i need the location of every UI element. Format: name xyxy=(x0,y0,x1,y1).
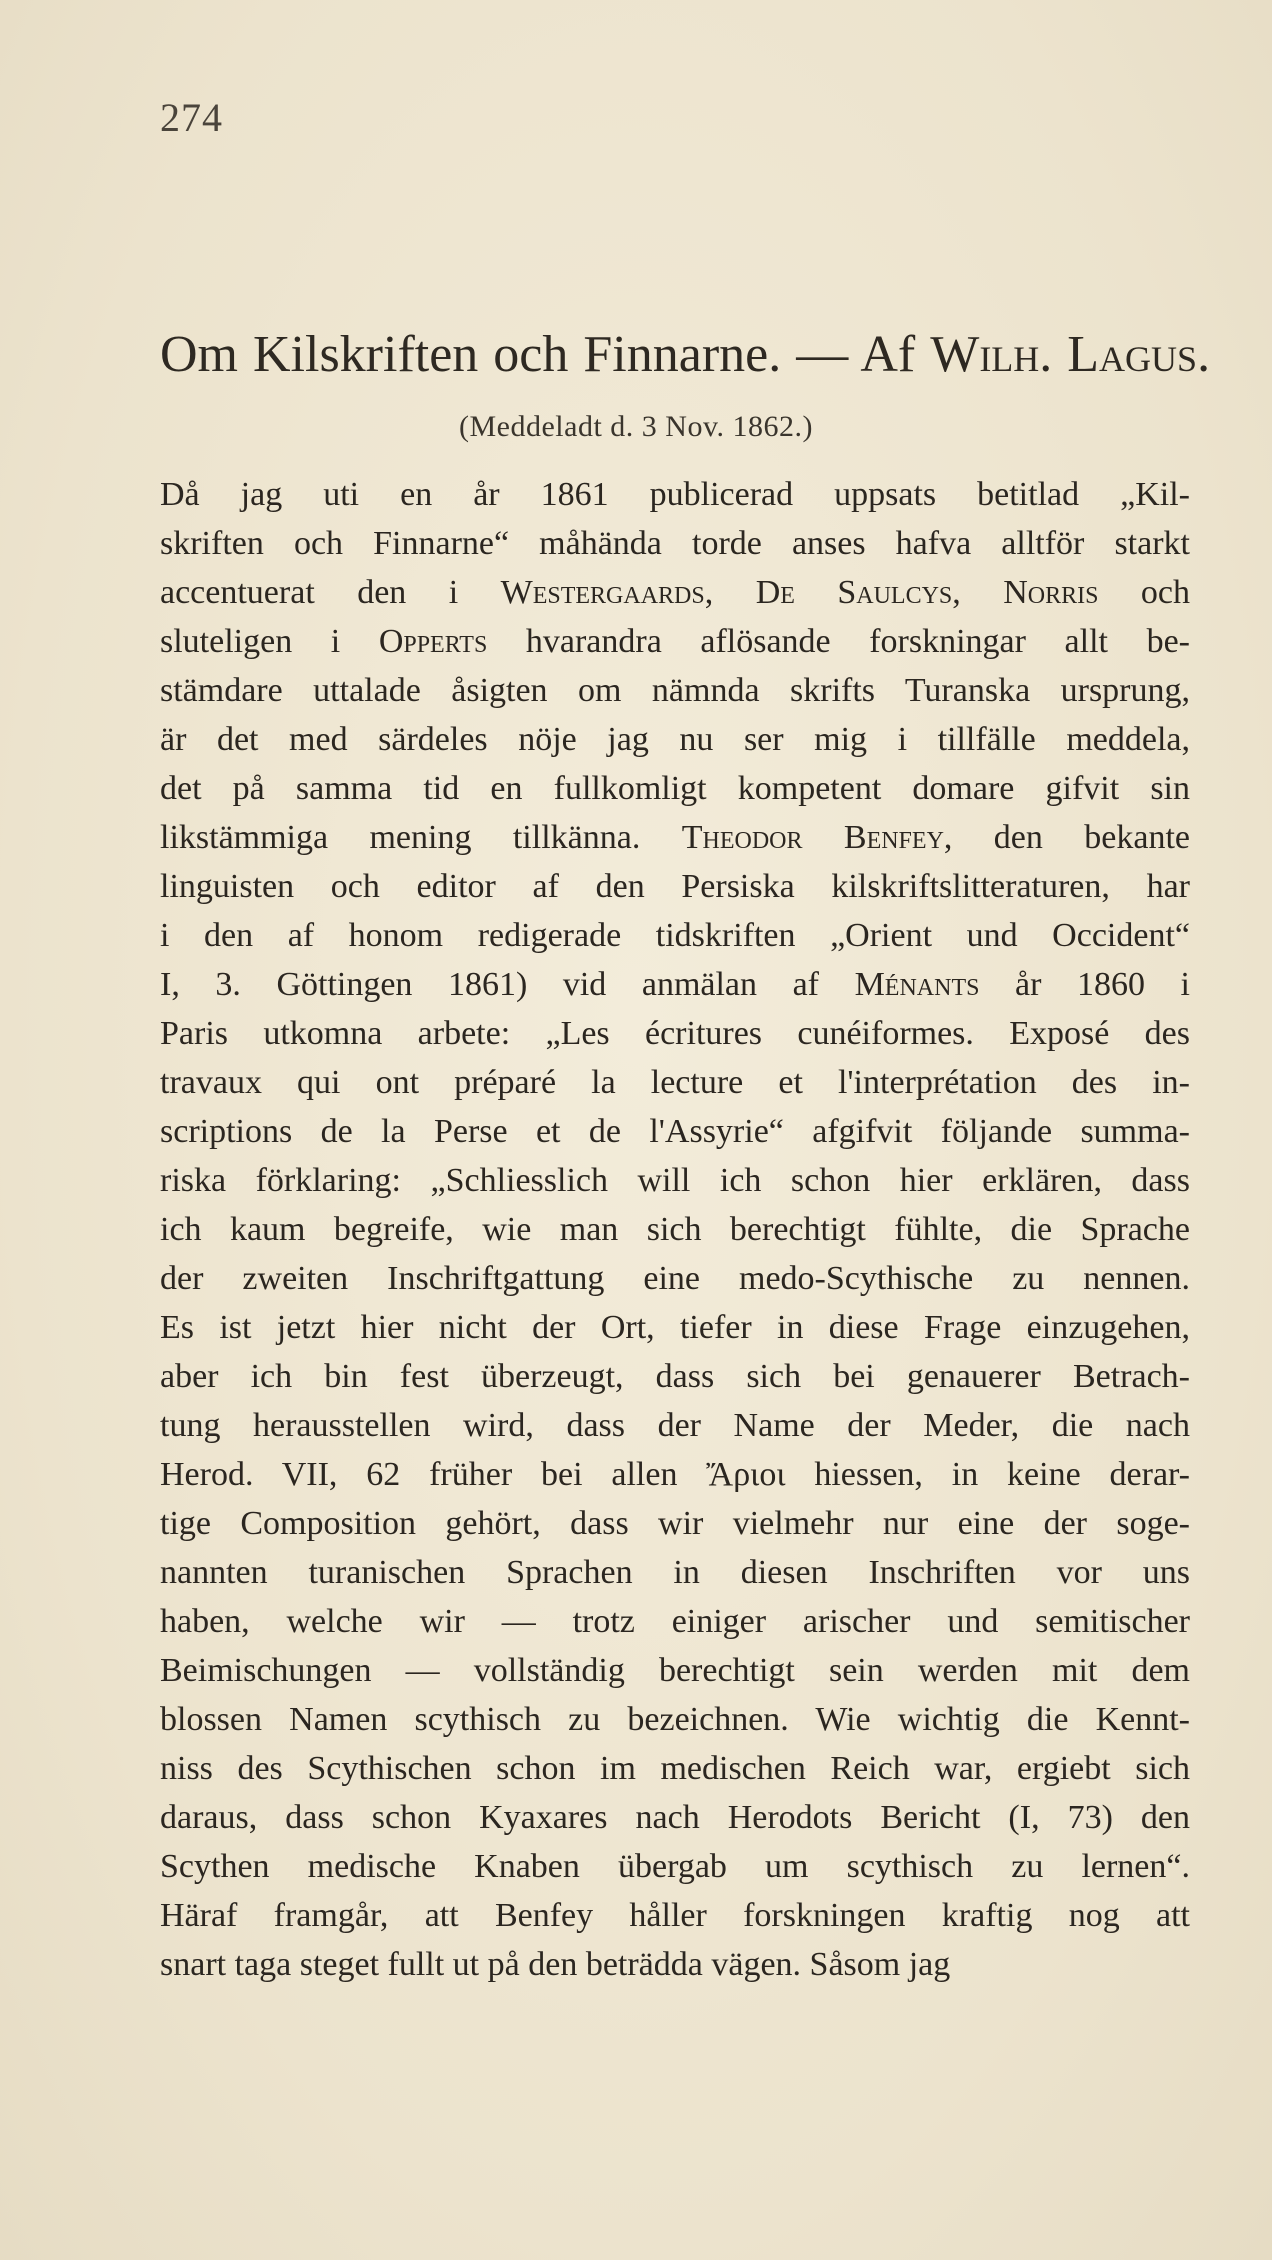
small-caps-name: Ménants xyxy=(854,966,980,1003)
body-line: Paris utkomna arbete: „Les écritures cunéiformes. Exposé des xyxy=(160,1015,1190,1052)
body-line: niss des Scythischen schon im medischen Reich war, ergiebt sich xyxy=(160,1750,1190,1787)
small-caps-name: De Saulcys xyxy=(755,574,953,611)
body-line: Häraf framgår, att Benfey håller forskningen kraftig nog att xyxy=(160,1897,1190,1934)
body-line: stämdare uttalade åsigten om nämnda skrifts Turanska ursprung, xyxy=(160,672,1190,709)
body-line: tige Composition gehört, dass wir vielmehr nur eine der soge- xyxy=(160,1505,1190,1542)
body-line: aber ich bin fest überzeugt, dass sich bei genauerer Betrach- xyxy=(160,1358,1190,1395)
small-caps-name: Theodor Benfey xyxy=(681,819,944,856)
body-line: Es ist jetzt hier nicht der Ort, tiefer in diese Frage einzugehen, xyxy=(160,1309,1190,1346)
body-line: sluteligen i Opperts hvarandra aflösande forskningar allt be- xyxy=(160,623,1190,660)
body-line: Beimischungen — vollständig berechtigt sein werden mit dem xyxy=(160,1652,1190,1689)
body-line: likstämmiga mening tillkänna. Theodor Benfey, den bekante xyxy=(160,819,1191,856)
byline-prefix: Af xyxy=(860,326,916,383)
small-caps-name: Westergaards xyxy=(500,574,705,611)
body-line: Då jag uti en år 1861 publicerad uppsats betitlad „Kil- xyxy=(160,476,1190,513)
body-line: haben, welche wir — trotz einiger arischer und semitischer xyxy=(160,1603,1190,1640)
body-line: snart taga steget fullt ut på den beträdda vägen. Såsom jag xyxy=(160,1946,951,1983)
body-line: Herod. VII, 62 früher bei allen Ἄριοι hiessen, in keine derar- xyxy=(160,1456,1190,1493)
body-line: blossen Namen scythisch zu bezeichnen. Wie wichtig die Kennt- xyxy=(160,1701,1190,1738)
body-line: nannten turanischen Sprachen in diesen Inschriften vor uns xyxy=(160,1554,1190,1591)
body-line: daraus, dass schon Kyaxares nach Herodots Bericht (I, 73) den xyxy=(160,1799,1190,1836)
author-last-name: Lagus. xyxy=(1067,326,1211,383)
body-line: det på samma tid en fullkomligt kompetent domare gifvit sin xyxy=(160,770,1190,807)
heading-dash: — xyxy=(796,326,849,383)
article-title: Om Kilskriften och Finnarne. xyxy=(160,326,782,383)
body-line: tung herausstellen wird, dass der Name der Meder, die nach xyxy=(160,1407,1190,1444)
article-date-note: (Meddeladt d. 3 Nov. 1862.) xyxy=(459,410,813,443)
body-line: accentuerat den i Westergaards, De Saulcys, Norris och xyxy=(160,574,1191,611)
page-number: 274 xyxy=(160,95,223,140)
body-line: Scythen medische Knaben übergab um scythisch zu lernen“. xyxy=(160,1848,1190,1885)
article-heading xyxy=(160,325,1211,384)
body-line: ich kaum begreife, wie man sich berechtigt fühlte, die Sprache xyxy=(160,1211,1190,1248)
small-caps-name: Opperts xyxy=(378,623,488,660)
small-caps-name: Norris xyxy=(1003,574,1099,611)
body-line: der zweiten Inschriftgattung eine medo-Scythische zu nennen. xyxy=(160,1260,1190,1297)
body-line: I, 3. Göttingen 1861) vid anmälan af Ménants år 1860 i xyxy=(160,966,1191,1003)
body-line: skriften och Finnarne“ måhända torde anses hafva alltför starkt xyxy=(160,525,1190,562)
article-body xyxy=(160,470,1190,1989)
body-line: travaux qui ont préparé la lecture et l'interprétation des in- xyxy=(160,1064,1190,1101)
body-line: är det med särdeles nöje jag nu ser mig i tillfälle meddela, xyxy=(160,721,1190,758)
body-line: i den af honom redigerade tidskriften „Orient und Occident“ xyxy=(160,917,1190,954)
author-first-name: Wilh. xyxy=(930,326,1053,383)
body-line: linguisten och editor af den Persiska kilskriftslitteraturen, har xyxy=(160,868,1190,905)
body-line: scriptions de la Perse et de l'Assyrie“ afgifvit följande summa- xyxy=(160,1113,1190,1150)
body-line: riska förklaring: „Schliesslich will ich schon hier erklären, dass xyxy=(160,1162,1190,1199)
